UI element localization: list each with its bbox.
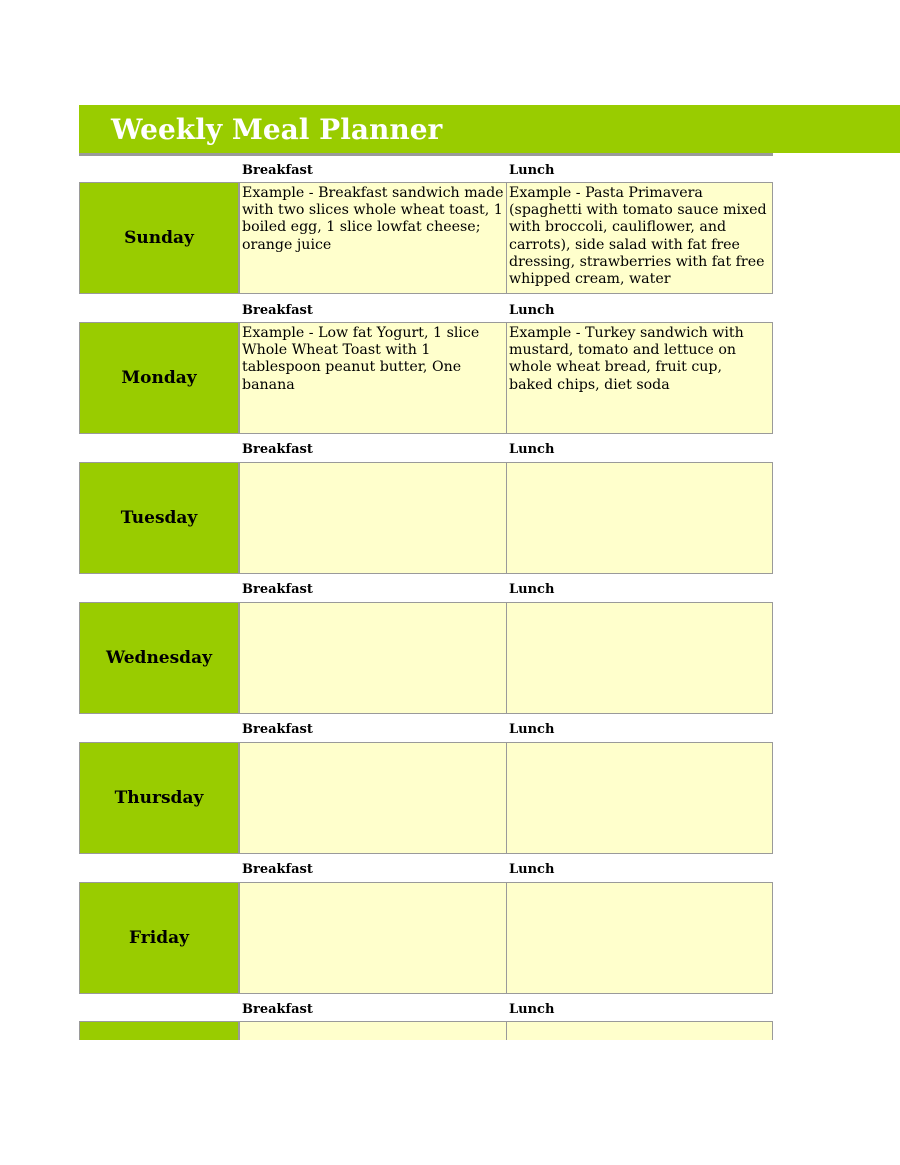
breakfast-cell[interactable] — [239, 742, 507, 854]
breakfast-cell[interactable] — [239, 462, 507, 574]
lunch-cell[interactable] — [506, 462, 773, 574]
breakfast-column-header: Breakfast — [242, 1002, 313, 1017]
lunch-column-header: Lunch — [509, 582, 555, 597]
day-label: Monday — [79, 322, 239, 434]
breakfast-column-header: Breakfast — [242, 722, 313, 737]
breakfast-cell[interactable]: Example - Low fat Yogurt, 1 slice Whole Wheat Toast with 1 tablespoon peanut butter, One banana — [239, 322, 507, 434]
day-row-friday — [79, 882, 773, 994]
breakfast-column-header: Breakfast — [242, 163, 313, 178]
lunch-column-header: Lunch — [509, 722, 555, 737]
day-row-monday — [79, 322, 773, 434]
lunch-column-header: Lunch — [509, 1002, 555, 1017]
breakfast-column-header: Breakfast — [242, 862, 313, 877]
breakfast-cell[interactable] — [239, 602, 507, 714]
day-label: Tuesday — [79, 462, 239, 574]
breakfast-cell[interactable] — [239, 882, 507, 994]
day-label — [79, 1021, 239, 1040]
breakfast-cell[interactable] — [239, 1021, 507, 1040]
day-row-thursday — [79, 742, 773, 854]
lunch-column-header: Lunch — [509, 163, 555, 178]
day-label: Friday — [79, 882, 239, 994]
lunch-cell[interactable] — [506, 882, 773, 994]
lunch-column-header: Lunch — [509, 862, 555, 877]
day-label: Wednesday — [79, 602, 239, 714]
breakfast-column-header: Breakfast — [242, 303, 313, 318]
lunch-cell[interactable] — [506, 602, 773, 714]
lunch-cell[interactable]: Example - Turkey sandwich with mustard, tomato and lettuce on whole wheat bread, fruit cup, baked chips, diet soda — [506, 322, 773, 434]
breakfast-column-header: Breakfast — [242, 442, 313, 457]
day-row-partial — [79, 1021, 773, 1040]
lunch-column-header: Lunch — [509, 303, 555, 318]
lunch-cell[interactable] — [506, 742, 773, 854]
day-row-wednesday — [79, 602, 773, 714]
lunch-cell[interactable] — [506, 1021, 773, 1040]
day-row-sunday — [79, 182, 773, 294]
day-label: Thursday — [79, 742, 239, 854]
day-row-tuesday — [79, 462, 773, 574]
day-label: Sunday — [79, 182, 239, 294]
page-title: Weekly Meal Planner — [111, 113, 443, 146]
lunch-cell[interactable]: Example - Pasta Primavera (spaghetti with tomato sauce mixed with broccoli, cauliflower, and carrots), side salad with fat free dressing, strawberries with fat free whipped cream, water — [506, 182, 773, 294]
lunch-column-header: Lunch — [509, 442, 555, 457]
breakfast-cell[interactable]: Example - Breakfast sandwich made with two slices whole wheat toast, 1 boiled egg, 1 slice lowfat cheese; orange juice — [239, 182, 507, 294]
breakfast-column-header: Breakfast — [242, 582, 313, 597]
